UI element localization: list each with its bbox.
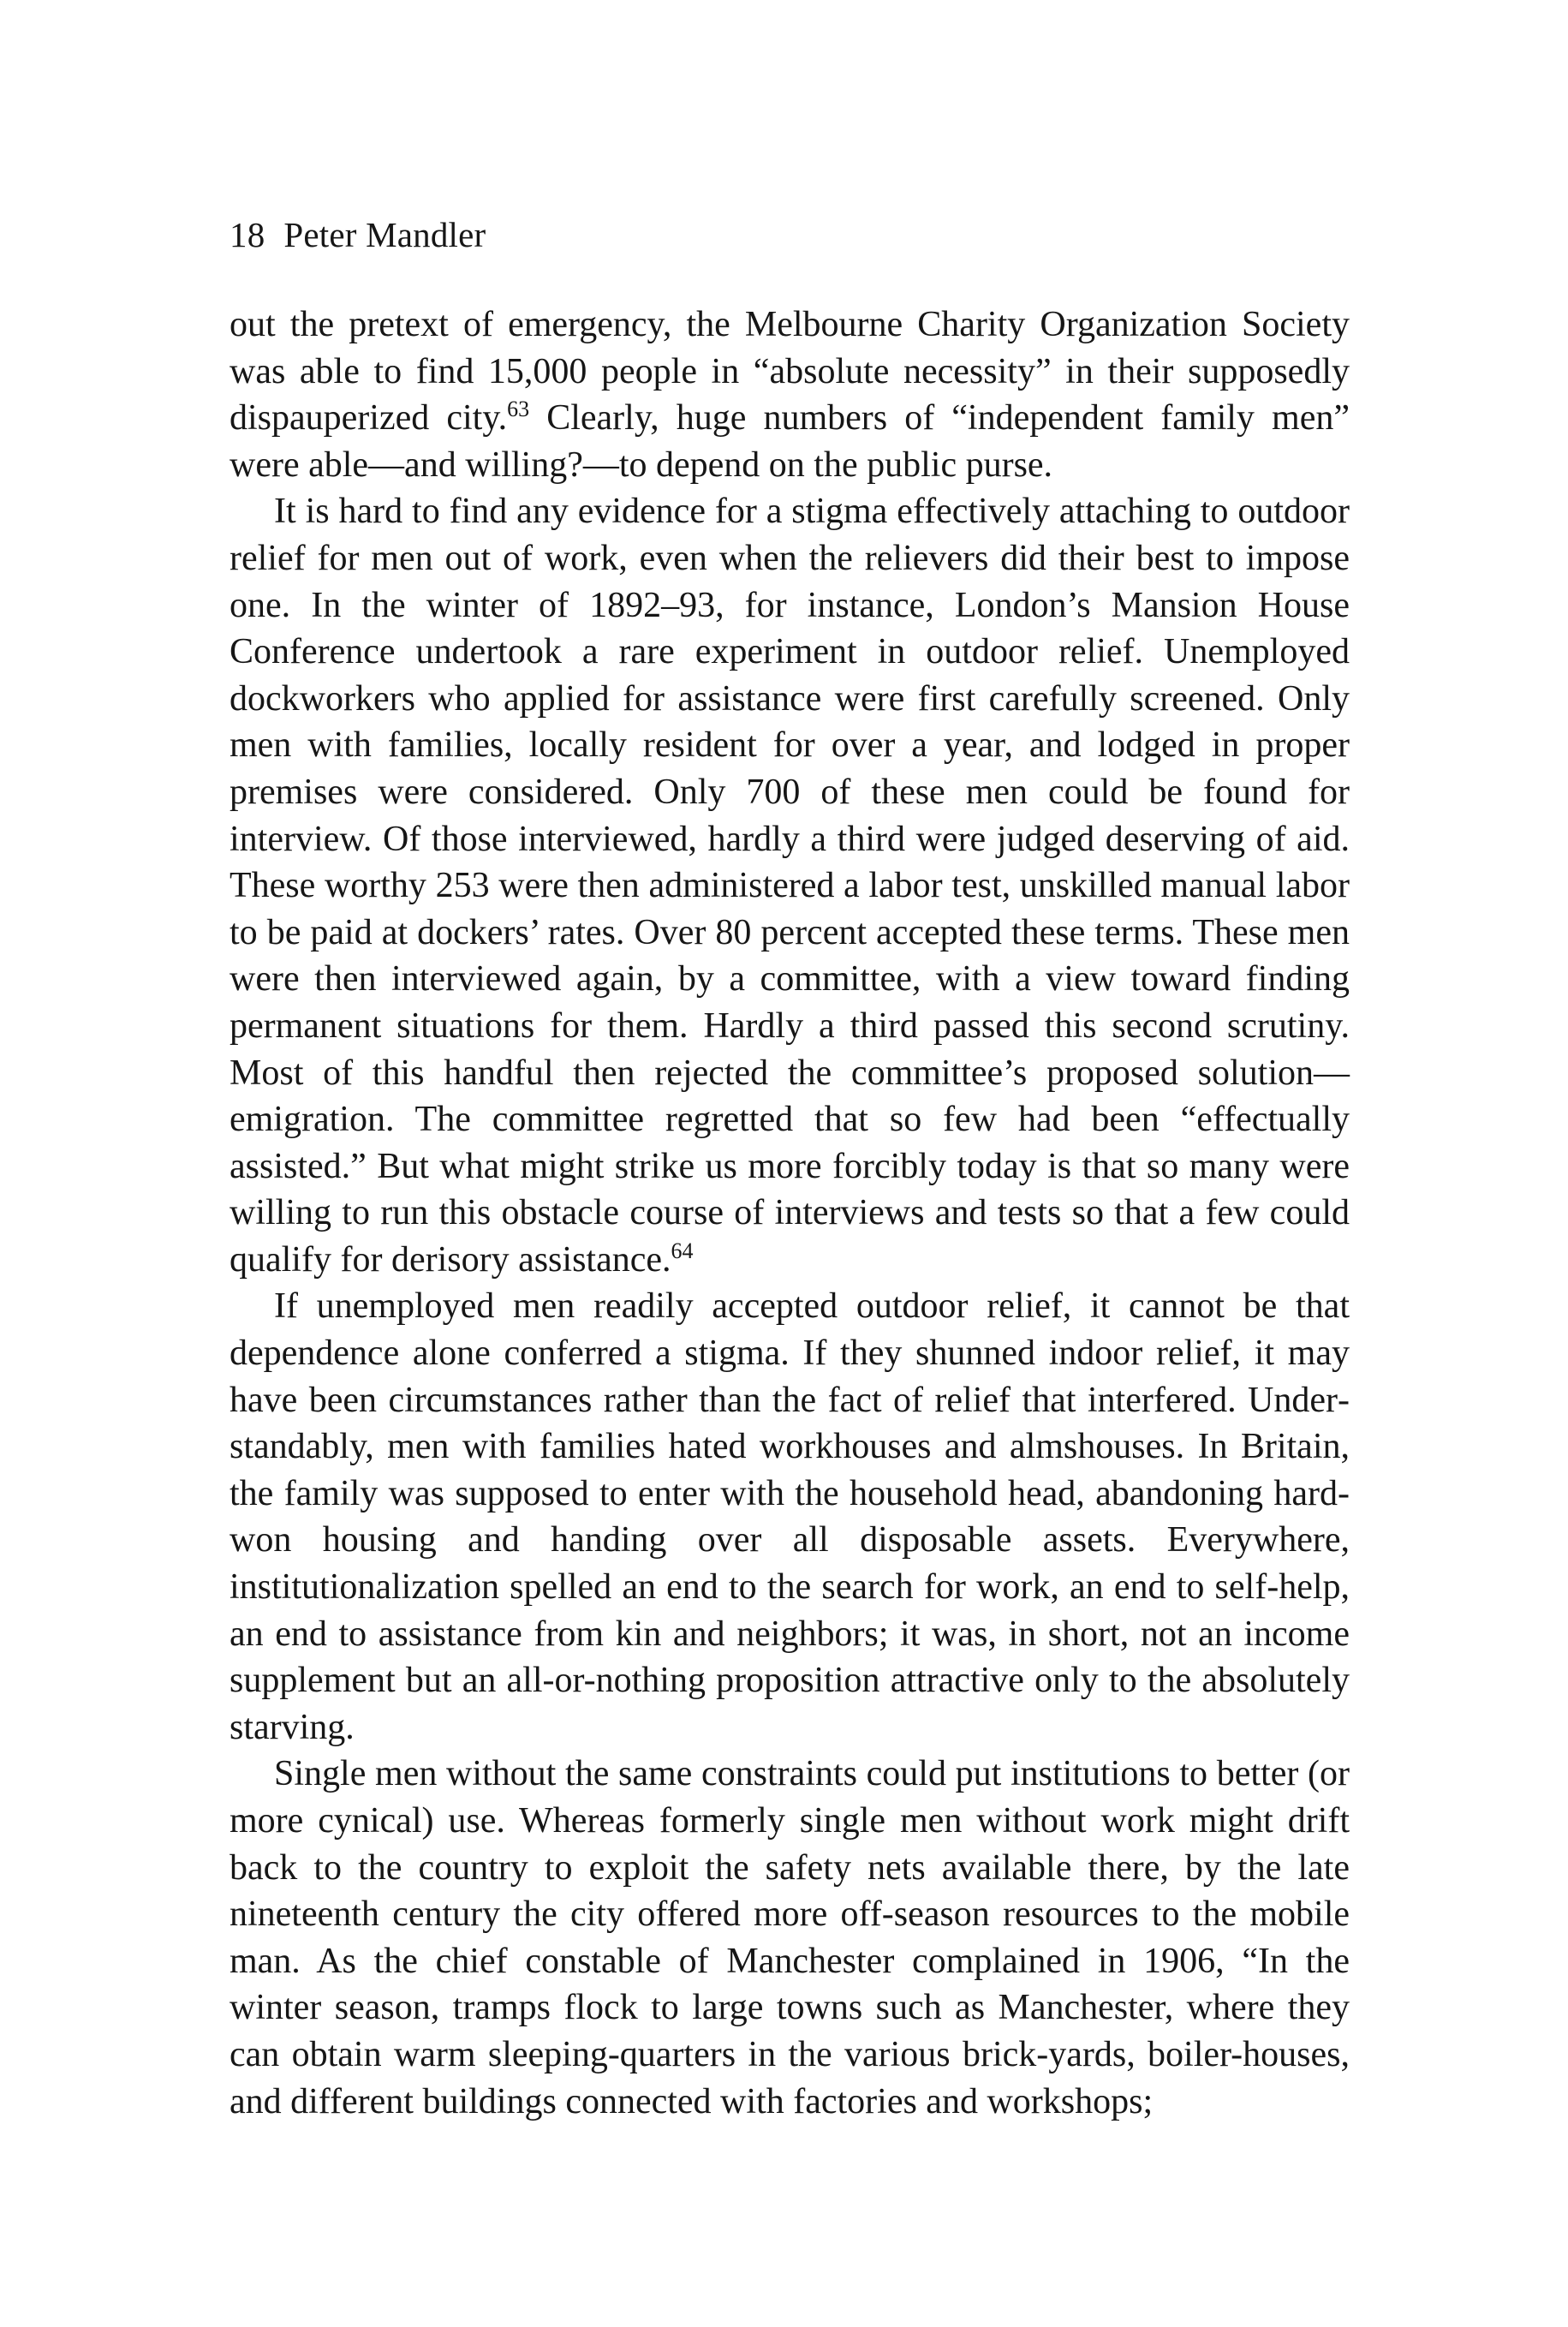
page-number: 18 xyxy=(230,215,265,254)
paragraph-text: Clearly, huge numbers of “independent family men” were able—and willing?—to depend on the public purse. xyxy=(230,398,1350,485)
body-text xyxy=(230,301,1350,2125)
paragraph-3 xyxy=(230,1283,1350,1751)
book-page xyxy=(230,212,1350,2125)
paragraph-text: If unemployed men readily accepted outdoor relief, it cannot be that dependence alone conferred a stigma. If they shunned indoor relief, it may have been circumstances rather than the fact of relief that interfered. Understandably, men with families hated workhouses and almshouses. In Britain, the family was supposed to enter with the household head, abandoning hard-won housing and handing over all disposable assets. Everywhere, institutionalization spelled an end to the search for work, an end to self-help, an end to assistance from kin and neighbors; it was, in short, not an income supplement but an all-or-nothing proposition attractive only to the absolutely starving. xyxy=(230,1286,1350,1747)
paragraph-4 xyxy=(230,1751,1350,2125)
footnote-ref-63[interactable]: 63 xyxy=(507,397,530,422)
paragraph-text: It is hard to find any evidence for a stigma effectively attaching to outdoor relief for men out of work, even when the relievers did their best to impose one. In the winter of 1892–93, for instance, London’s Mansion House Conference undertook a rare experiment in outdoor relief. Unemployed dockworkers who applied for assistance were first carefully screened. Only men with families, locally resident for over a year, and lodged in proper premises were considered. Only 700 of these men could be found for interview. Of those interviewed, hardly a third were judged deserving of aid. These worthy 253 were then administered a labor test, unskilled manual labor to be paid at dockers’ rates. Over 80 percent accepted these terms. These men were then interviewed again, by a committee, with a view toward finding permanent situations for them. Hardly a third passed this second scrutiny. Most of this handful then rejected the committee’s proposed solution—emigration. The committee regretted that so few had been “effectually assisted.” But what might strike us more forcibly today is that so many were willing to run this obstacle course of interviews and tests so that a few could qualify for derisory assistance. xyxy=(230,492,1350,1280)
author-name: Peter Mandler xyxy=(283,215,486,254)
paragraph-1 xyxy=(230,301,1350,488)
paragraph-text: out the pretext of emergency, the Melbourne Charity Organization Society was able to find 15,000 people in “absolute necessity” in their supposedly dispauperized city. xyxy=(230,305,1350,439)
paragraph-text: Single men without the same constraints could put institutions to better (or more cynical) use. Whereas formerly single men without work might drift back to the country to exploit the safety nets available there, by the late nineteenth century the city offered more off-season resources to the mobile man. As the chief constable of Manchester complained in 1906, “In the winter season, tramps flock to large towns such as Manchester, where they can obtain warm sleeping-quarters in the various brick-yards, boiler-houses, and different buildings connected with factories and workshops; xyxy=(230,1754,1350,2121)
running-head xyxy=(230,212,1350,257)
paragraph-2 xyxy=(230,488,1350,1283)
footnote-ref-64[interactable]: 64 xyxy=(671,1238,694,1263)
